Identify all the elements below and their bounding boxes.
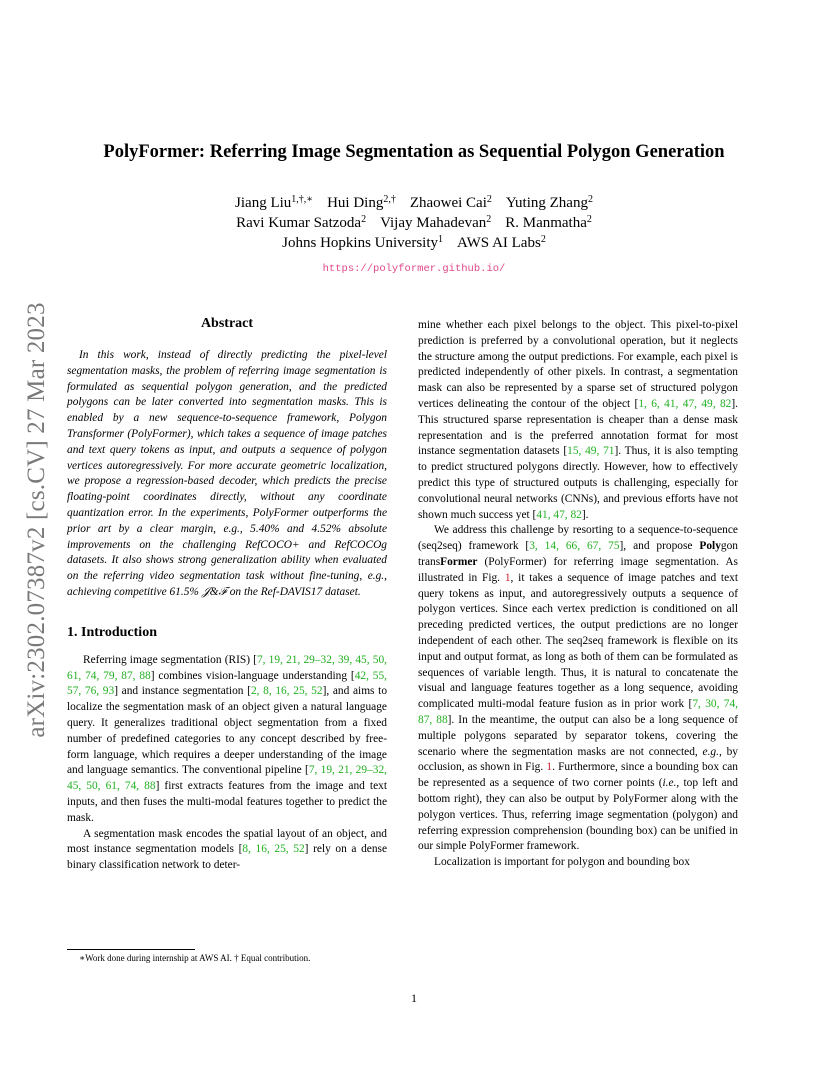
footnote: ∗Work done during internship at AWS AI. † Equal contribution. [79, 953, 311, 963]
body-text: A segmentation mask encodes the spatial layout of an object, and most instance segmentation models [ [67, 827, 387, 856]
affiliation-line [0, 233, 828, 253]
arxiv-identifier-text: arXiv:2302.07387v2 [cs.CV] 27 Mar 2023 [23, 302, 50, 738]
body-text: . Furthermore, since a bounding box can be represented as a sequence of two corner points ( [418, 761, 738, 790]
intro-paragraph-2-continued [418, 318, 738, 523]
author-name: R. Manmatha$^2$ [505, 214, 592, 231]
citation-link[interactable]: 42, 55, 57, 76, 93 [67, 669, 388, 698]
intro-paragraph-2 [67, 827, 387, 874]
author-name: Ravi Kumar Satzoda$^2$ [236, 214, 367, 231]
body-text: , it takes a sequence of image patches and text query tokens as input, and autoregressively outputs a sequence of polygon vertices. Since each vertex prediction is conditioned on all preceding predicted vertices, the output predictions are no longer independent of each other. The seq2seq framework is flexible on its input and output format, as long as both of them can be formulated as sequences of variable length. Thus, it is natural to concatenate the visual and language features together as a long sequence, avoiding complicated multi-modal feature fusion as in prior work [ [418, 571, 739, 711]
citation-link[interactable]: 3, 14, 66, 67, 75 [529, 540, 620, 553]
author-affiliation-mark: 2 [587, 194, 593, 205]
citation-link[interactable]: 41, 47, 82 [536, 508, 582, 521]
arxiv-identifier [20, 280, 54, 760]
body-text: gon trans [418, 540, 738, 568]
author-affiliation-mark: 2 [361, 214, 367, 225]
bold-text: Former [440, 555, 478, 568]
page-number: 1 [411, 991, 417, 1005]
intro-paragraph-1 [67, 653, 387, 827]
citation-link[interactable]: 8, 16, 25, 52 [242, 843, 305, 856]
italic-text: e.g. [702, 745, 719, 758]
body-text: ]. [581, 508, 589, 521]
body-text: mine whether each pixel belongs to the object. This pixel-to-pixel prediction is preferred by a convolutional operation, but it neglects the structure among the output predictions. For example, each pixel is predicted independently of other pixels. In contrast, a segmentation mask can also be represented by a sparse set of structured polygon vertices delineating the contour of the object [ [418, 319, 738, 410]
body-text: ] rely on a dense binary classification network to deter- [67, 843, 388, 872]
right-column [418, 318, 738, 871]
author-name: Zhaowei Cai$^2$ [409, 194, 492, 211]
footnote-divider [67, 949, 195, 950]
body-text: (PolyFormer) for referring image segmentation. As illustrated in Fig. [418, 555, 738, 584]
intro-paragraph-4: Localization is important for polygon and bounding box [434, 856, 690, 869]
citation-link[interactable]: 7, 30, 74, 87, 88 [418, 698, 739, 726]
intro-paragraph-3 [418, 523, 738, 855]
abstract-text: In this work, instead of directly predicting the pixel-level segmentation masks, the problem of referring image segmentation is formulated as sequential polygon generation, and the predicted polygons can be later converted into segmentation masks. This is enabled by a new sequence-to-sequence framework, Polygon Transformer (PolyFormer), which takes a sequence of image patches and text query tokens as input, and outputs a sequence of polygon vertices autoregressively. For more accurate geometric localization, we propose a regression-based decoder, which predicts the precise floating-point coordinates directly, without any coordinate quantization error. In the experiments, PolyFormer outperforms the prior art by a clear margin, e.g., 5.40% and 4.52% absolute improvements on the challenging RefCOCO+ and RefCOCOg datasets. It also shows strong generalization ability when evaluated on the referring video segmentation task without fine-tuning, e.g., achieving competitive 61.5% 𝒥&ℱ on the Ref-DAVIS17 dataset. [67, 349, 387, 598]
abstract-heading: Abstract [200, 316, 254, 331]
author-name: Yuting Zhang$^2$ [505, 194, 593, 211]
paper-title: PolyFormer: Referring Image Segmentation as Sequential Polygon Generation [103, 142, 725, 162]
author-affiliation-mark: 2 [486, 214, 492, 225]
project-url-link[interactable]: https://polyformer.github.io/ [322, 263, 506, 275]
author-affiliation-mark: 2,† [383, 194, 396, 205]
author-affiliation-mark: 2 [586, 214, 592, 225]
author-line-1 [0, 193, 828, 213]
section-heading-introduction: 1. Introduction [67, 624, 157, 640]
body-text: We address this challenge by resorting to a sequence-to-sequence (seq2seq) framework [ [418, 524, 738, 553]
bold-text: Poly [699, 540, 721, 553]
figure-reference-link[interactable]: 1 [504, 571, 511, 584]
body-text: ], and propose [619, 540, 700, 553]
citation-link[interactable]: 15, 49, 71 [567, 445, 615, 458]
body-text: Referring image segmentation (RIS) [ [83, 653, 257, 666]
author-block [0, 193, 828, 253]
left-column [67, 314, 387, 874]
body-text: ]. This structured sparse representation is cheaper than a dense mask representation and is the preferred annotation format for most instance segmentation datasets [ [418, 397, 738, 458]
citation-link[interactable]: 1, 6, 41, 47, 49, 82 [638, 397, 732, 410]
author-affiliation-mark: 2 [486, 194, 492, 205]
citation-link[interactable]: 7, 19, 21, 29–32, 39, 45, 50, 61, 74, 79, 87, 88 [67, 653, 387, 682]
body-text: , top left and bottom right), they can also be output by PolyFormer along with the polygon vertices. Thus, referring image segmentation (polygon) and referring expression comprehension (bounding box) can be unified in our simple PolyFormer framework. [418, 777, 739, 853]
author-name: Johns Hopkins University$^1$ [282, 234, 444, 251]
italic-text: i.e. [662, 777, 677, 790]
author-affiliation-mark: 1,†,∗ [291, 194, 314, 205]
body-text: ] and instance segmentation [ [114, 685, 251, 698]
author-name: Jiang Liu$^{1,\dagger,∗}$ [235, 194, 314, 211]
author-name: Vijay Mahadevan$^2$ [380, 214, 492, 231]
citation-link[interactable]: 7, 19, 21, 29–32, 45, 50, 61, 74, 88 [67, 764, 388, 793]
body-text: ] first extracts features from the image and text inputs, and then fuses the multi-modal features together to predict the mask. [67, 780, 388, 824]
author-line-2 [0, 213, 828, 233]
author-name: AWS AI Labs$^2$ [457, 234, 546, 251]
body-text: ]. Thus, it is also tempting to predict structured polygons directly. However, how to effectively predict this type of structured outputs is challenging, especially for convolutional neural networks (CNNs), and previous efforts have not shown much success yet [ [418, 445, 738, 521]
figure-reference-link[interactable]: 1 [546, 761, 553, 774]
body-text: , by occlusion, as shown in Fig. [418, 745, 738, 774]
body-text: ], and aims to localize the segmentation mask of an object given a natural language query. It generalizes traditional object segmentation from a fixed number of predefined categories to any concept described by free-form language, which requires a deeper understanding of the image and language semantics. The conventional pipeline [ [67, 685, 388, 777]
author-affiliation-mark: 1 [438, 234, 444, 245]
body-text: ]. In the meantime, the output can also be a long sequence of multiple polygons separated by separator tokens, covering the scenario where the segmentation masks are not connected, [418, 713, 738, 758]
body-text: ] combines vision-language understanding [ [150, 669, 355, 682]
author-name: Hui Ding$^{2,\dagger}$ [327, 194, 396, 211]
author-affiliation-mark: 2 [540, 234, 546, 245]
citation-link[interactable]: 2, 8, 16, 25, 52 [250, 685, 323, 698]
